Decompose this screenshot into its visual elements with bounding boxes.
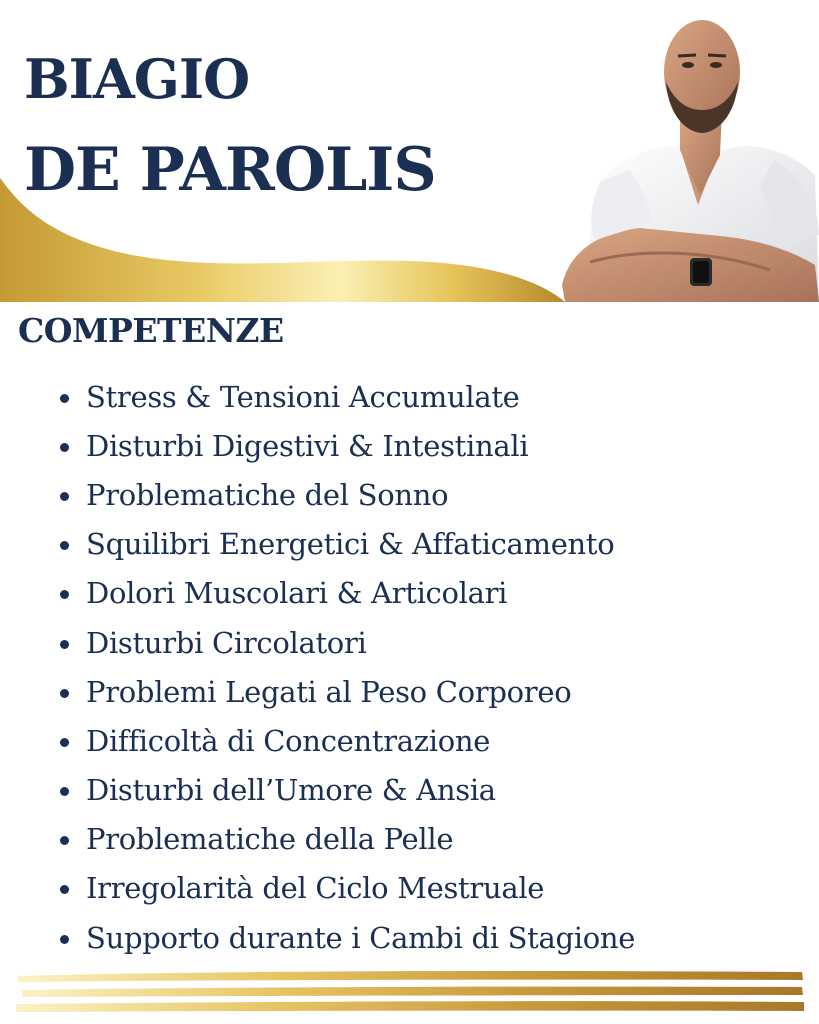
list-item-label: Dolori Muscolari & Articolari (86, 576, 508, 611)
bullet-icon (60, 935, 69, 944)
list-item-label: Problemi Legati al Peso Corporeo (86, 674, 572, 709)
last-name: DE PAROLIS (24, 135, 436, 205)
list-item-label: Squilibri Energetici & Affaticamento (86, 527, 615, 562)
list-item-label: Disturbi Digestivi & Intestinali (86, 428, 529, 463)
gold-stripes-decoration (0, 962, 819, 1024)
list-item (56, 520, 635, 569)
list-item (56, 815, 635, 864)
section-title: COMPETENZE (18, 311, 284, 350)
bullet-icon (60, 492, 69, 501)
list-item-label: Stress & Tensioni Accumulate (86, 379, 520, 414)
portrait-photo (560, 0, 819, 302)
list-item (56, 667, 635, 716)
list-item-label: Supporto durante i Cambi di Stagione (86, 920, 636, 955)
bullet-icon (60, 640, 69, 649)
list-item (56, 569, 635, 618)
list-item-label: Difficoltà di Concentrazione (86, 723, 491, 758)
list-item (56, 421, 635, 470)
bullet-icon (60, 836, 69, 845)
bullet-icon (60, 787, 69, 796)
list-item (56, 864, 635, 913)
list-item-label: Irregolarità del Ciclo Mestruale (86, 871, 545, 906)
list-item (56, 913, 635, 962)
first-name: BIAGIO (24, 47, 250, 111)
bullet-icon (60, 689, 69, 698)
list-item (56, 716, 635, 765)
list-item (56, 372, 635, 421)
bullet-icon (60, 443, 69, 452)
list-item (56, 470, 635, 519)
list-item (56, 766, 635, 815)
bullet-icon (60, 394, 69, 403)
bullet-icon (60, 738, 69, 747)
bullet-icon (60, 590, 69, 599)
skills-list (56, 372, 635, 962)
bullet-icon (60, 541, 69, 550)
list-item-label: Disturbi Circolatori (86, 625, 367, 660)
list-item (56, 618, 635, 667)
list-item-label: Problematiche del Sonno (86, 477, 449, 512)
bullet-icon (60, 885, 69, 894)
list-item-label: Disturbi dell’Umore & Ansia (86, 773, 496, 808)
list-item-label: Problematiche della Pelle (86, 822, 454, 857)
